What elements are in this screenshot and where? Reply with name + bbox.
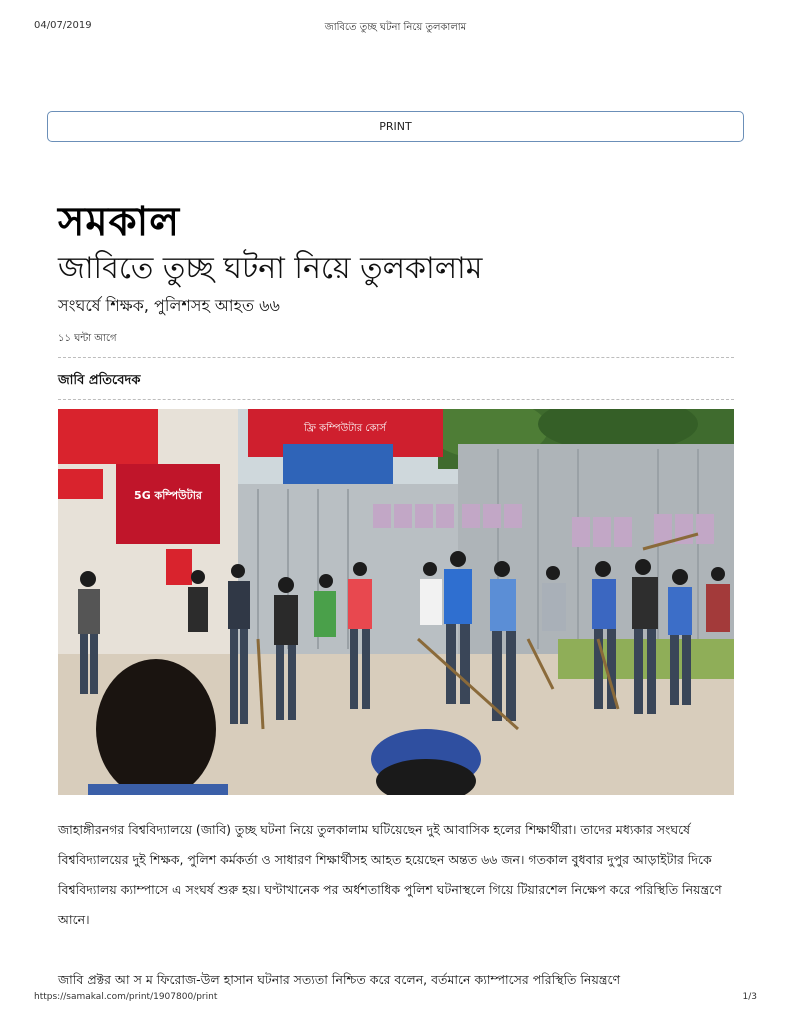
article-subheadline: সংঘর্ষে শিক্ষক, পুলিশসহ আহত ৬৬ bbox=[58, 296, 280, 315]
article-paragraph: জাহাঙ্গীরনগর বিশ্ববিদ্যালয়ে (জাবি) তুচ্ছ ঘটনা নিয়ে তুলকালাম ঘটিয়েছেন দুই আবাসিক হলের শিক্ষার্থীরা। তাদের মধ্যকার সংঘর্ষে বিশ্ববিদ্যালয়ের দুই শিক্ষক, পুলিশ কর্মকর্তা ও সাধারণ শিক্ষার্থীসহ আহত হয়েছেন অন্তত ৬৬ জন। গতকাল বুধবার দুপুর আড়াইটার দিকে বিশ্ববিদ্যালয় ক্যাম্পাসে এ সংঘর্ষ শুরু হয়। ঘণ্টাখানেক পর অর্ধশতাধিক পুলিশ ঘটনাস্থলে গিয়ে টিয়ারশেল নিক্ষেপ করে পরিস্থিতি নিয়ন্ত্রণে আনে। bbox=[58, 822, 722, 927]
computer-shop-sign-text: 5G কম্পিউটার bbox=[134, 489, 202, 502]
print-header-title: জাবিতে তুচ্ছ ঘটনা নিয়ে তুলকালাম bbox=[324, 22, 467, 33]
article-paragraph: জাবি প্রক্টর আ স ম ফিরোজ-উল হাসান ঘটনার সত্যতা নিশ্চিত করে বলেন, বর্তমানে ক্যাম্পাসের পরিস্থিতি নিয়ন্ত্রণে bbox=[58, 972, 621, 987]
newspaper-logo: সমকাল bbox=[58, 198, 181, 245]
footer-page-number: 1/3 bbox=[742, 992, 757, 1002]
article-photo bbox=[58, 409, 734, 795]
top-banner-text: ফ্রি কম্পিউটার কোর্স bbox=[304, 423, 386, 434]
photo-illustration bbox=[58, 409, 734, 795]
article-byline: জাবি প্রতিবেদক bbox=[58, 373, 141, 388]
article-time: ১১ ঘন্টা আগে bbox=[58, 333, 117, 344]
print-button[interactable]: PRINT bbox=[47, 111, 744, 142]
computer-shop-sign bbox=[116, 464, 220, 544]
divider bbox=[58, 399, 734, 400]
footer-url: https://samakal.com/print/1907800/print bbox=[34, 992, 218, 1002]
print-date: 04/07/2019 bbox=[34, 20, 92, 31]
article-body bbox=[58, 815, 742, 995]
article-headline: জাবিতে তুচ্ছ ঘটনা নিয়ে তুলকালাম bbox=[58, 251, 483, 286]
divider bbox=[58, 357, 734, 358]
